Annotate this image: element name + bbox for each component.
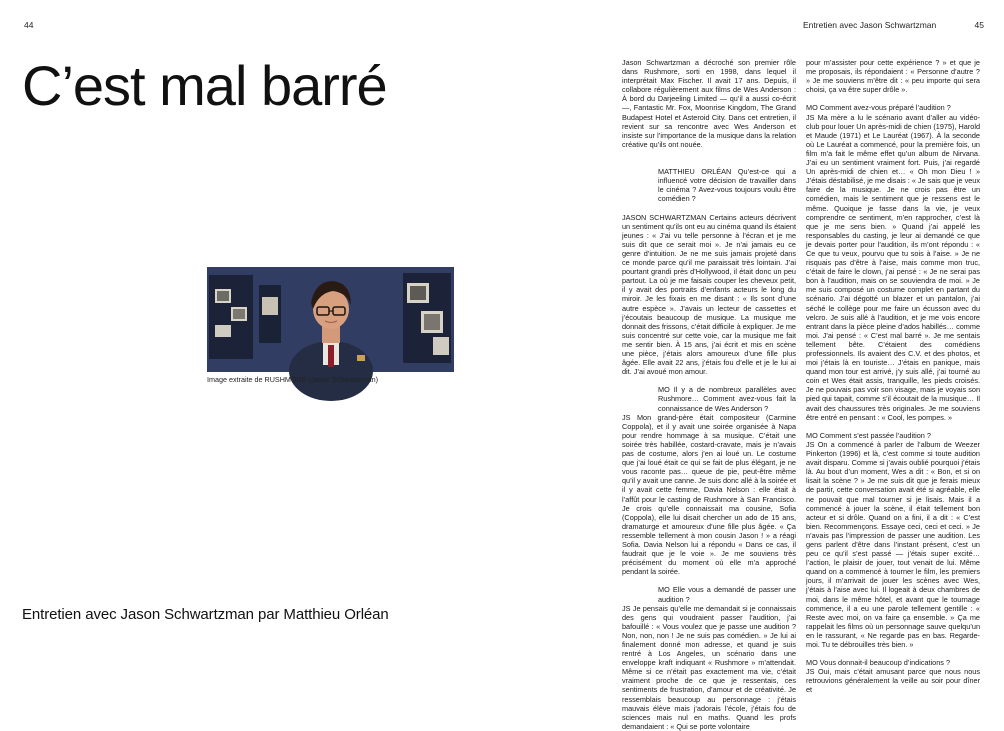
continued-paragraph: pour m’assister pour cette expérience ? » et que je me proposais, ils répondaient : « Personne d’autre ? » Je me souviens m’être dit : « peu importe qui sera choisi, ça va être super drôle ». [806, 58, 980, 95]
byline: Entretien avec Jason Schwartzman par Matthieu Orléan [22, 606, 389, 623]
question-paragraph [806, 431, 980, 440]
page-number-right: 45 [974, 20, 984, 30]
speaker-label: JS [622, 412, 631, 422]
answer-text: Mon grand-père était compositeur (Carmine Coppola), et il y avait une soirée organisée à Napa pour rendre hommage à sa musique. C’était une soirée très habillée, costard-cravate, mais je n’avais pas de costume, alors j’en ai loué un. Le costume que j’ai loué était ce qui se fait de plus élégant, je ne vous raconte pas… queue de pie, peut-être même qu’il y avait une canne. Je suis donc allé à la soirée et il y avait cette femme, Davia Nelson : elle était à l’affût pour le casting de Rushmore à San Francisco. Je crois qu’elle connaissait ma cousine, Sofia (Coppola), elle lui disait chercher un ado de 15 ans, dramaturge et amoureux d’une fille plus âgée. « Ça ressemble tellement à mon cousin Jason ! » a réagi Sofia. Davia Nelson lui a répondu « Dans ce cas, il faudrait que je le voie ». Je me souviens très précisément du moment où elle m’a approché pendant la soirée. [622, 412, 797, 577]
answer-paragraph [806, 440, 980, 649]
speaker-label: MATTHIEU ORLÉAN [658, 167, 732, 177]
question-text: Comment s’est passée l’audition ? [819, 430, 931, 440]
answer-text: Certains acteurs décrivent un sentiment qu’ils ont eu au cinéma quand ils étaient jeunes : « J’ai vu telle personne à l’écran et je me suis dit que ce serait moi ». Je n’ai jamais eu ce genre d’intuition. Je ne me suis jamais projeté dans ce monde parce qu’il me paraissait très lointain. J’ai pourtant grandi près d’Hollywood, il était donc un peu partout. La où je me faisais couper les cheveux petit, il y avait des portraits d’enfants acteurs le long du miroir. Je les fixais en me disant : « Ils sont d’une autre espèce ». J’avais un lecteur de cassettes et j’écoutais beaucoup de musique. La musique me donnait des frissons, c’était difficile à expliquer. Je me suis concentré sur cette voie, car la musique me fait me sentir bien. À 15 ans, j’ai écrit et mis en scène une pièce, j’étais alors amoureux d’une fille plus âgée. Elle avait 22 ans, j’étais fou d’elle et je le lui ai dit. J’ai avoué mon amour. [622, 212, 796, 377]
answer-text: Je pensais qu’elle me demandait si je connaissais des gens qui voudraient passer l’audition, j’ai bafouillé : « Vous voulez que je passe une audition ? Non, non, non ! Je ne suis pas comédien. » Je lui ai finalement donné mon adresse, et quand je suis rentré à Los Angeles, un scénario dans une enveloppe kraft indiquant « Rushmore » m’attendait. Même si ce n’était pas exactement ma vie, c’était vraiment proche de ce que je ressentais, ces sentiments de frustration, d’amour et de créativité. Je ressemblais beaucoup au personnage : j’étais mauvais élève mais j’adorais l’école, j’étais fou de sciences mais nul en maths. Quand les profs demandaient : « Qui se porte volontaire [622, 603, 796, 731]
figure-caption: Image extraite de RUSHMORE (Jason Schwartzman) [207, 375, 378, 384]
question-text: Elle vous a demandé de passer une audition ? [658, 585, 796, 604]
question-paragraph [622, 585, 796, 603]
speaker-label: JS [806, 112, 815, 122]
speaker-label: JS [806, 667, 815, 677]
text-column-left [622, 58, 797, 731]
answer-paragraph [622, 413, 796, 577]
answer-paragraph [622, 604, 796, 731]
speaker-label: MO [658, 585, 670, 595]
text-column-right [806, 58, 980, 695]
question-text: Il y a de nombreux parallèles avec Rushmore… Comment avez-vous fait la connaissance de Wes Anderson ? [658, 385, 796, 413]
speaker-label: MO [806, 103, 818, 113]
answer-text: Ma mère a lu le scénario avant d’aller au vidéo-club pour louer Un après-midi de chien (1975), Harold et Maude (1971) et Le Lauréat (1967). À la seconde où Le Lauréat a commencé, pour la première fois, un film m’a fait le même effet qu’un album de Nirvana. J’ai eu un sentiment vraiment fort. Puis, j’ai regardé Un après-midi de chien et… « Oh mon Dieu ! » J’étais déstabilisé, je me disais : « Je sais que je veux faire de la musique. Je ne crois pas être un comédien, mais le sentiment que je ressens est le même. Quoique je fasse dans la vie, je veux comprendre ce sentiment, m’en rapprocher, c’est là que je me sens bien. » Quand j’ai appelé les responsables du casting, je leur ai demandé ce que je devais porter pour l’audition, ils m’ont répondu : « Ce que tu veux, pourvu que tu sois à l’aise. » Je ne risquais pas d’être à l’aise, mais comme mon truc, c’était de faire le clown, j’ai pensé : « Je ne serai pas bon à l’audition, mais on se souviendra de moi. » Je me suis composé un costume complet en partant du scénario. J’ai dégotté un blazer et un pantalon, j’ai séché le collège pour me faire un écusson avec du velcro. Je suis allé à l’audition, et je me vois encore entrant dans la pièce pleine d’ados habillés… comme moi. J’ai pensé : « C’est mal barré ». Je me sentais tellement bête. C’étaient des comédiens professionnels. Ils avaient des C.V. et des photos, et moi j’étais là en touriste… J’étais en panique, mais quand mon tour est arrivé, j’y suis allé, j’ai tourné au coin et Wes était assis, tranquille, les pieds croisés. Je ne pouvais pas voir son visage, mais je voyais son pied qui tapait, comme s’il écoutait de la musique… Il avait des chaussures très originales. Je me souviens être entré en pensant : « Cool, les pompes. » [806, 112, 980, 422]
speaker-label: MO [658, 385, 670, 395]
film-still-image [207, 267, 454, 372]
speaker-label: MO [806, 430, 818, 440]
answer-paragraph [806, 113, 980, 422]
speaker-label: JASON SCHWARTZMAN [622, 212, 707, 222]
answer-text: On a commencé à parler de l’album de Weezer Pinkerton (1996) et là, c’est comme si toute audition avait disparu. Comme si j’avais oublié pourquoi j’étais là. Au bout d’un moment, Wes a dit : « Bon, et si on lisait la scène ? » Je me suis dit que je ferais mieux de partir, cette conversation avait été si agréable, elle ne pouvait que mal tourner si je lisais. Mais il a commencé à jouer la scène, il était tellement bon acteur et si drôle. Quand on a fini, il a dit : « C’est bien. Recommençons. Essaye ceci, ceci et ceci. » Je n’avais pas l’impression de passer une audition. Les gens parlent d’être dans l’instant présent, c’est un peu ce qu’il s’est passé — j’étais super excité… l’action, le plaisir de jouer, tout venait de lui. Même quand on a commencé à tourner le film, les premiers jours, il m’arrivait de jouer les scènes avec Wes, j’étais à l’aise avec lui. Il logeait à deux chambres de moi, dans le même hôtel, et avant que le tournage commence, il a eu une parole tellement gentille : « Reste avec moi, on va faire ça ensemble. » Ça me rappelait les films où un personnage sauve quelqu’un en le rassurant, « Ne regarde pas en bas. Regarde-moi. Tu te débrouilles très bien. » [806, 439, 980, 649]
page-number-left: 44 [24, 20, 34, 30]
question-text: Comment avez-vous préparé l’audition ? [819, 103, 951, 113]
article-title: C’est mal barré [22, 54, 387, 117]
speaker-label: JS [622, 603, 631, 613]
answer-paragraph [806, 667, 980, 694]
running-head: Entretien avec Jason Schwartzman [803, 20, 937, 30]
question-text: Qu’est-ce qui a influencé votre décision de travailler dans le cinéma ? Avez-vous toujours voulu être comédien ? [658, 167, 796, 204]
speaker-label: MO [806, 658, 818, 668]
question-paragraph [622, 167, 796, 203]
answer-paragraph [622, 213, 796, 377]
question-text: Vous donnait-il beaucoup d’indications ? [819, 658, 951, 668]
question-paragraph [806, 103, 980, 112]
question-paragraph [622, 385, 796, 412]
question-paragraph [806, 658, 980, 667]
speaker-label: JS [806, 439, 815, 449]
answer-text: Oui, mais c’était amusant parce que nous nous retrouvions généralement la veille au soir pour dîner et [806, 667, 980, 695]
film-still-illustration [207, 267, 454, 372]
intro-paragraph: Jason Schwartzman a décroché son premier rôle dans Rushmore, sorti en 1998, dans lequel il interprétait Max Fischer. Il avait 17 ans. Depuis, il collabore régulièrement aux films de Wes Anderson : À bord du Darjeeling Limited — qu’il a aussi co-écrit —, Fantastic Mr. Fox, Moonrise Kingdom, The Grand Budapest Hotel et Asteroid City. Dans cet entretien, il revient sur sa rencontre avec Wes Anderson et insiste sur l’importance de la musique dans la relation créative qu’ils ont nouée. [622, 58, 796, 149]
